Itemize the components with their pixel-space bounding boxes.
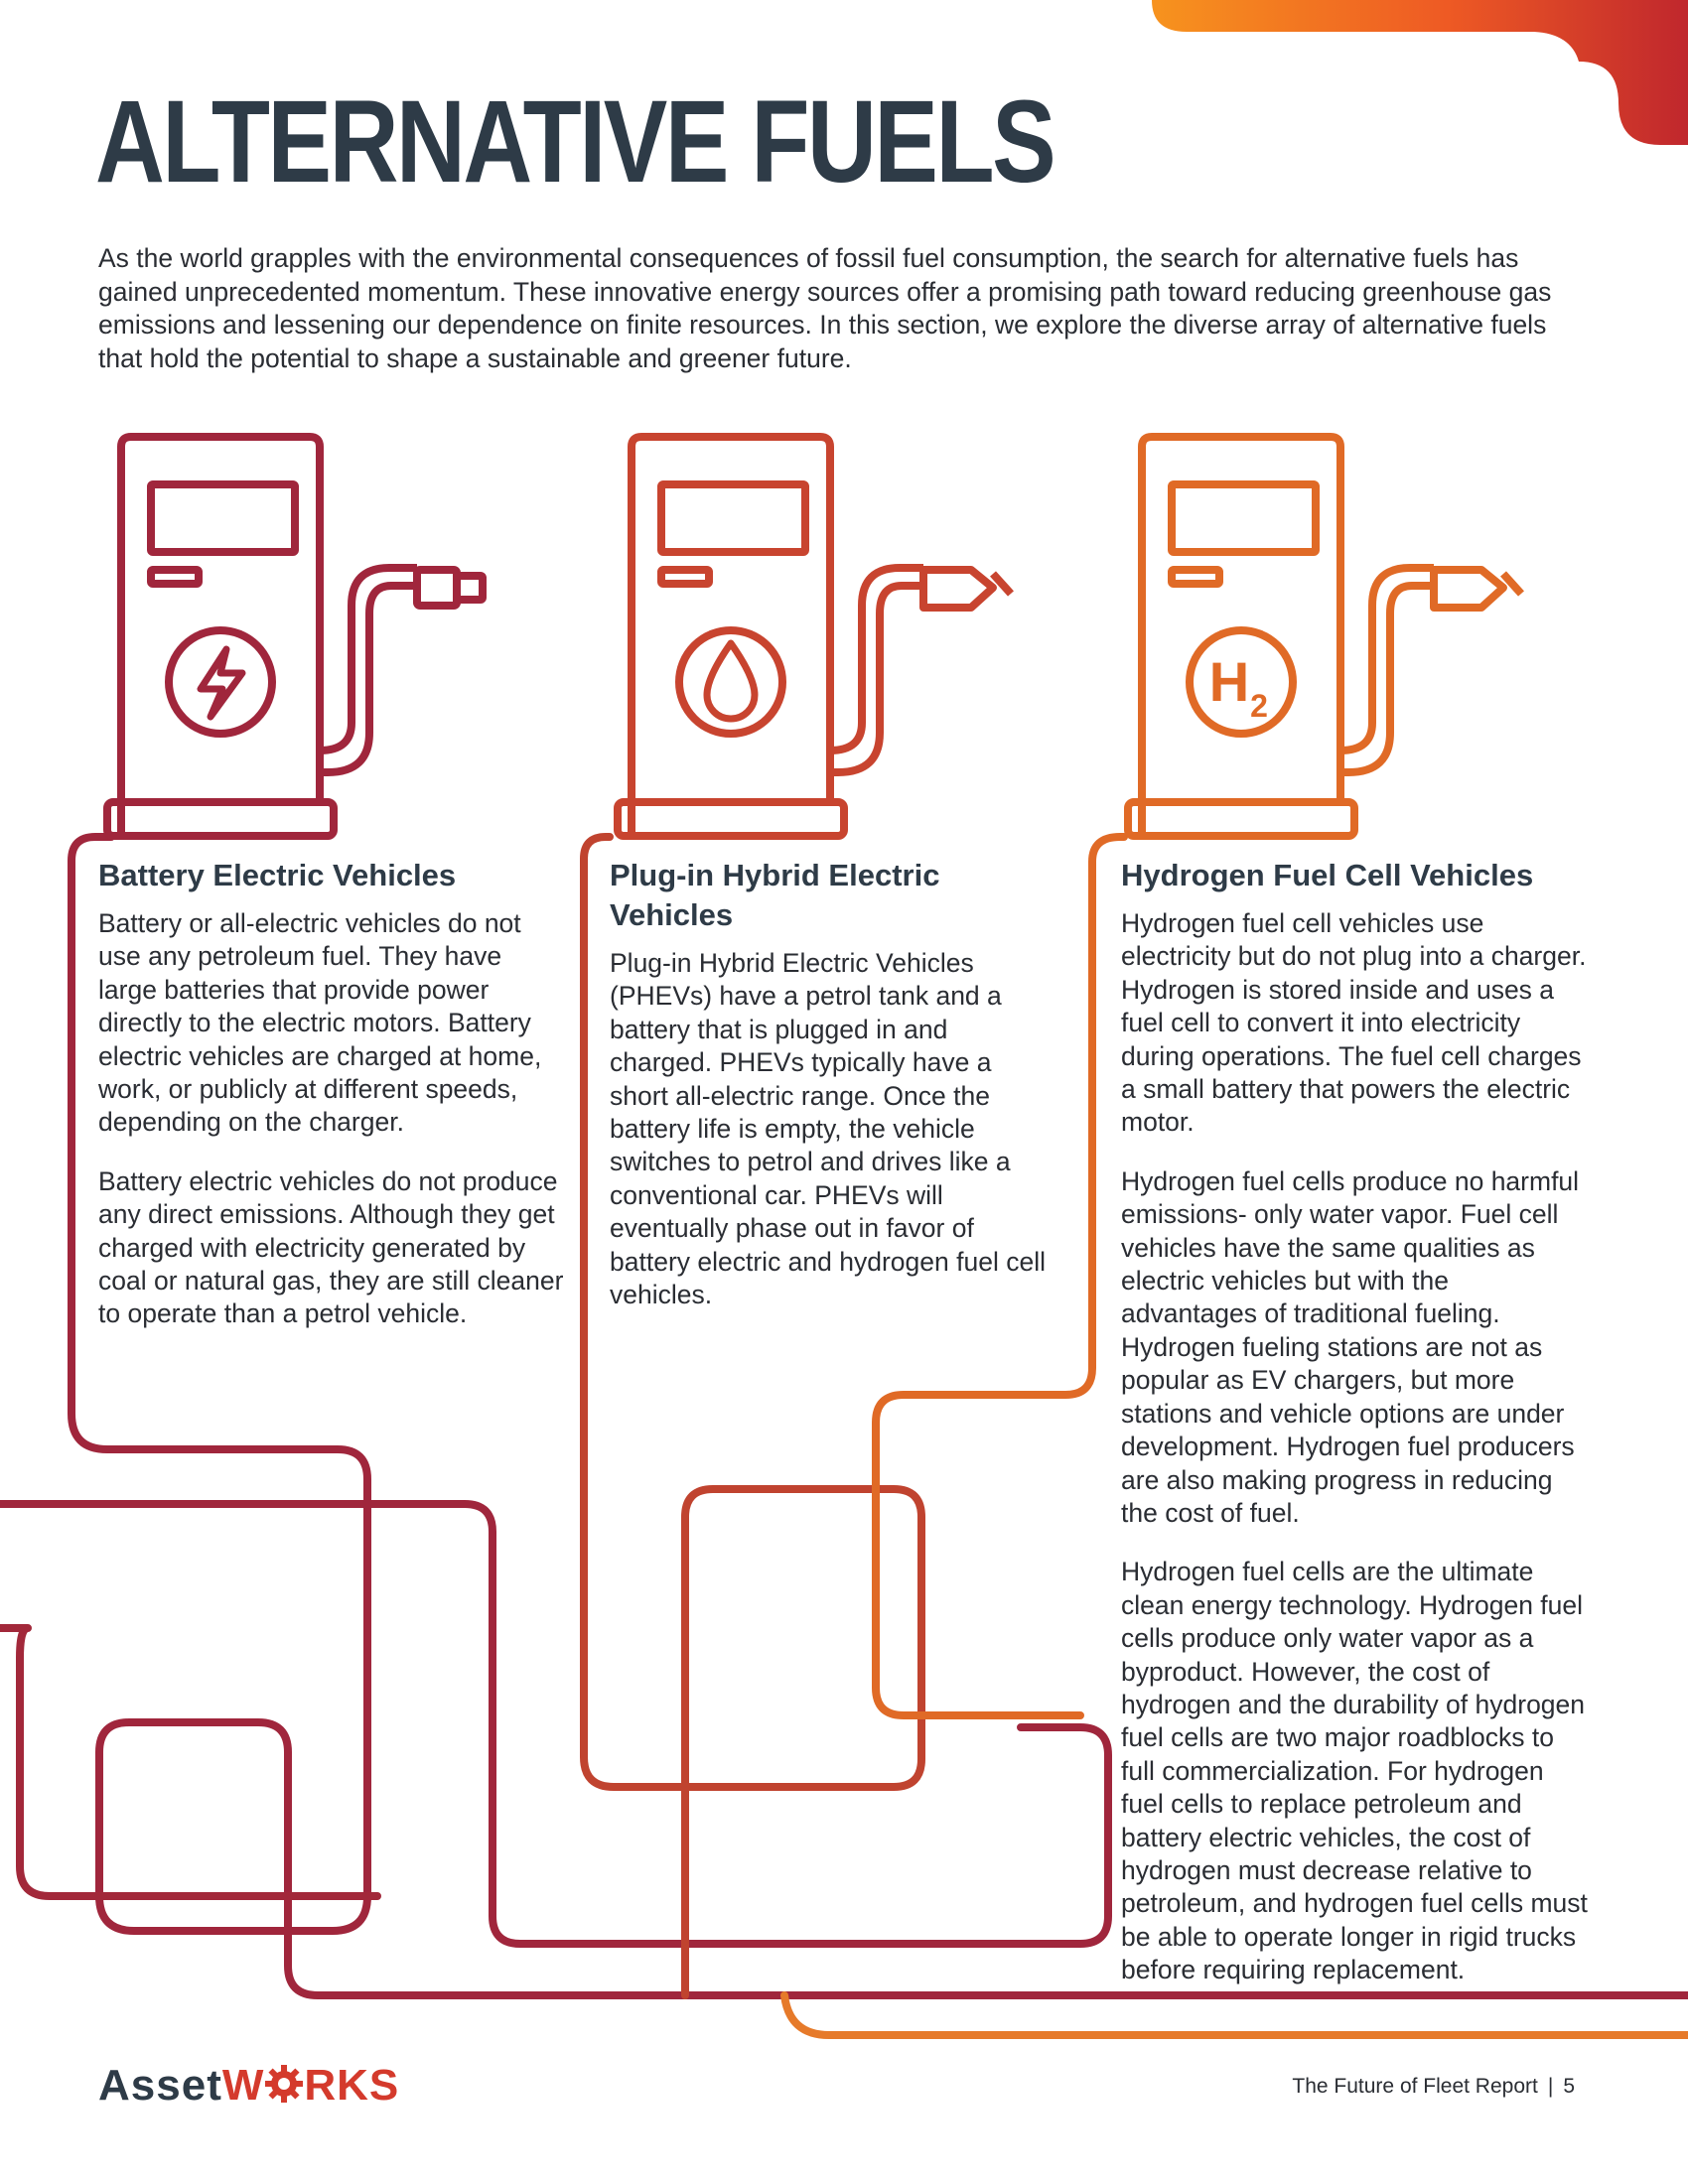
column-plug-in-hybrid <box>610 856 1047 1337</box>
column-hydrogen-fuel-cell <box>1121 856 1588 2013</box>
page-title: ALTERNATIVE FUELS <box>95 76 1055 207</box>
logo-text-asset: Asset <box>98 2061 222 2110</box>
paragraph: Hydrogen fuel cell vehicles use electricity but do not plug into a charger. Hydrogen is stored inside and uses a fuel cell to convert it into electricity during operations. The fuel cell charges a small battery that powers the electric motor. <box>1121 908 1587 1138</box>
paragraph: Plug-in Hybrid Electric Vehicles (PHEVs) have a petrol tank and a battery that is plugged in and charged. PHEVs typically have a short all-electric range. Once the battery life is empty, the vehicle switches to petrol and drives like a conventional car. PHEVs will eventually phase out in favor of battery electric and hydrogen fuel cell vehicles. <box>610 948 1046 1310</box>
gear-icon <box>264 2064 304 2104</box>
h2-icon-subscript: 2 <box>1250 688 1268 724</box>
paragraph: Hydrogen fuel cells produce no harmful emissions- only water vapor. Fuel cell vehicles have the same qualities as electric vehicles but with the advantages of traditional fueling. Hydrogen fueling stations are not as popular as EV chargers, but more stations and vehicle options are under development. Hydrogen fuel producers are also making progress in reducing the cost of fuel. <box>1121 1165 1580 1528</box>
corner-accent-shape <box>1152 0 1688 145</box>
section-heading-plug-in-hybrid: Plug-in Hybrid Electric Vehicles <box>610 858 940 932</box>
column-battery-electric <box>98 856 565 1357</box>
section-heading-hydrogen-fuel-cell: Hydrogen Fuel Cell Vehicles <box>1121 858 1534 892</box>
fuel-pump-icon <box>618 437 1011 836</box>
line-left-low <box>0 1628 377 1896</box>
paragraph: Battery or all-electric vehicles do not use any petroleum fuel. They have large batteries that provide power directly to the electric motors. Battery electric vehicles are charged at home, work, or publicly at different speeds, depending on the charger. <box>98 908 542 1138</box>
page-number: 5 <box>1563 2075 1575 2098</box>
charging-station-icon <box>107 437 483 836</box>
page-footer <box>1292 2075 1575 2099</box>
paragraph: Hydrogen fuel cells are the ultimate clean energy technology. Hydrogen fuel cells produce only water vapor as a byproduct. However, the cost of hydrogen and the durability of hydrogen fuel cells are two major roadblocks to full commercialization. For hydrogen fuel cells to replace petroleum and battery electric vehicles, the cost of hydrogen must decrease relative to petroleum, and hydrogen fuel cells must be able to operate longer in rigid trucks before requiring replacement. <box>1121 1557 1588 1985</box>
assetworks-logo <box>98 2061 399 2111</box>
logo-text-w: W <box>221 2061 265 2110</box>
logo-text-rks: RKS <box>304 2061 400 2110</box>
hydrogen-pump-icon <box>1128 437 1521 836</box>
section-heading-battery-electric: Battery Electric Vehicles <box>98 858 457 892</box>
footer-separator: | <box>1547 2075 1554 2098</box>
paragraph: Battery electric vehicles do not produce any direct emissions. Although they get charged with electricity generated by coal or natural gas, they are still cleaner to operate than a petrol vehicle. <box>98 1165 564 1329</box>
h2-icon-letter: H <box>1208 650 1250 713</box>
intro-paragraph: As the world grapples with the environmental consequences of fossil fuel consumption, the search for alternative fuels has gained unprecedented momentum. These innovative energy sources offer a promising path toward reducing greenhouse gas emissions and lessening our dependence on finite resources. In this section, we explore the diverse array of alternative fuels that hold the potential to shape a sustainable and greener future. <box>98 243 1552 373</box>
report-title: The Future of Fleet Report <box>1292 2075 1538 2098</box>
